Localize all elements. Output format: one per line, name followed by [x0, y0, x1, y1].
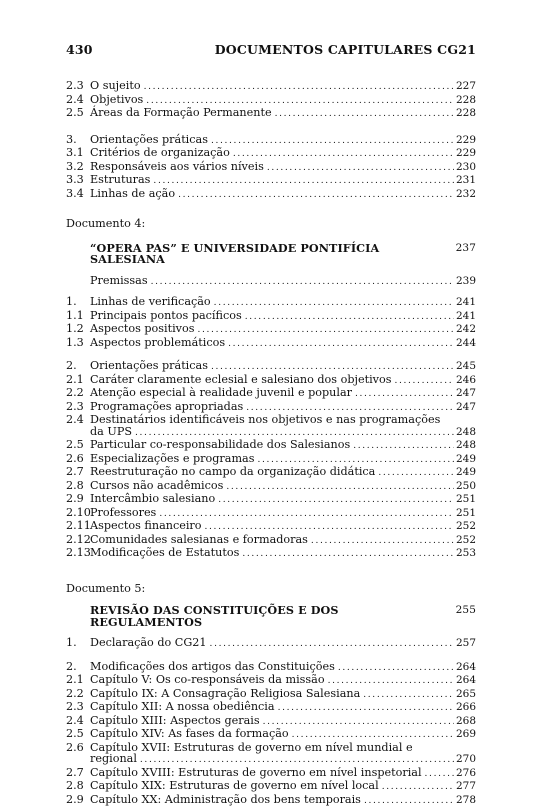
toc-entry-number: 2.13	[66, 547, 90, 559]
toc-entry-page: 241	[454, 311, 476, 323]
toc-entry-number: 2.6	[66, 453, 90, 465]
toc-entry	[66, 387, 476, 401]
toc-entry-number: 3.4	[66, 188, 90, 200]
leader-dots	[242, 547, 454, 561]
document-5-label: Documento 5:	[66, 583, 476, 595]
leader-dots	[210, 637, 454, 651]
toc-entry-page: 252	[454, 521, 476, 533]
toc-entry-number: 2.8	[66, 780, 90, 792]
toc-entry-text: Professores	[90, 507, 159, 519]
toc-entry	[66, 466, 476, 480]
toc-entry	[66, 337, 476, 351]
toc-entry-page: 249	[454, 454, 476, 466]
toc-entry	[66, 493, 476, 507]
toc-entry	[66, 453, 476, 467]
toc-entry-text: Capítulo XIII: Aspectos gerais	[90, 715, 263, 727]
toc-entry-text: Capítulo XVIII: Estruturas de governo em nível inspetorial	[90, 767, 425, 779]
toc-entry	[66, 534, 476, 548]
leader-dots	[328, 674, 454, 688]
toc-entry-number: 2.12	[66, 534, 90, 546]
toc-entry-page: 251	[454, 508, 476, 520]
toc-entry-text: Capítulo XIV: As fases da formação	[90, 728, 292, 740]
leader-dots	[263, 715, 454, 729]
toc-entry	[66, 296, 476, 310]
leader-dots	[178, 188, 454, 202]
toc-entry	[66, 80, 476, 94]
toc-entry-number: 2.2	[66, 688, 90, 700]
toc-entry	[66, 661, 476, 675]
leader-dots	[257, 453, 454, 467]
toc-entry-page: 270	[454, 754, 476, 766]
leader-dots	[205, 520, 455, 534]
leader-dots	[218, 493, 454, 507]
toc-entry-page: 268	[454, 716, 476, 728]
toc-entry-page: 232	[454, 189, 476, 201]
toc-entry-text: Modificações de Estatutos	[90, 547, 242, 559]
toc-entry-page: 244	[454, 338, 476, 350]
toc-entry-number: 1.	[66, 296, 90, 308]
toc-entry-number: 1.2	[66, 323, 90, 335]
toc-entry	[66, 480, 476, 494]
doc4-part-2a	[66, 360, 476, 414]
toc-entry-text: Áreas da Formação Permanente	[90, 107, 275, 119]
document-4-title	[66, 243, 476, 266]
toc-entry-page: 249	[454, 467, 476, 479]
toc-entry-text: Atenção especial à realidade juvenil e popular	[90, 387, 355, 399]
toc-entry-text: Capítulo XX: Administração dos bens temporais	[90, 794, 364, 806]
toc-entry-number: 2.7	[66, 466, 90, 478]
toc-entry-page: 228	[454, 108, 476, 120]
toc-entry	[66, 780, 476, 794]
toc-entry-number: 2.3	[66, 80, 90, 92]
toc-entry-number: 3.	[66, 134, 90, 146]
toc-entry	[66, 794, 476, 807]
leader-dots	[425, 767, 454, 781]
toc-entry-page: 278	[454, 795, 476, 807]
toc-entry-text: Capítulo XVII: Estruturas de governo em nível mundial e	[90, 742, 476, 754]
toc-entry-page: 247	[454, 388, 476, 400]
toc-entry	[66, 174, 476, 188]
toc-entry-text: Aspectos positivos	[90, 323, 197, 335]
toc-entry-number: 2.4	[66, 414, 90, 426]
toc-entry	[66, 439, 476, 453]
toc-entry-page: 264	[454, 662, 476, 674]
toc-entry-page: 269	[454, 729, 476, 741]
leader-dots	[153, 174, 454, 188]
leader-dots	[382, 780, 454, 794]
toc-entry-page: 230	[454, 162, 476, 174]
leader-dots	[378, 466, 454, 480]
leader-dots	[278, 701, 454, 715]
leader-dots	[245, 310, 454, 324]
toc-entry	[66, 728, 476, 742]
toc-entry	[66, 637, 476, 651]
leader-dots	[275, 107, 454, 121]
toc-entry-number: 2.11	[66, 520, 90, 532]
leader-dots	[338, 661, 454, 675]
toc-entry-number: 2.	[66, 360, 90, 372]
toc-entry	[66, 507, 476, 521]
toc-entry-number: 2.	[66, 661, 90, 673]
leader-dots	[246, 401, 454, 415]
toc-entry-text: Especializações e programas	[90, 453, 257, 465]
toc-entry-text: regional	[90, 753, 140, 765]
leader-dots	[135, 426, 454, 440]
leader-dots	[292, 728, 454, 742]
toc-entry-text: Reestruturação no campo da organização didática	[90, 466, 378, 478]
toc-entry-number: 3.3	[66, 174, 90, 186]
doc5-part-2a	[66, 661, 476, 742]
toc-entry-page: 247	[454, 402, 476, 414]
toc-entry	[66, 414, 476, 426]
toc-entry-page: 248	[454, 440, 476, 452]
toc-entry-number: 1.	[66, 637, 90, 649]
toc-entry-text: Programações apropriadas	[90, 401, 246, 413]
toc-entry-page: 253	[454, 548, 476, 560]
toc-entry-text: Orientações práticas	[90, 134, 211, 146]
document-5-title-page: 255	[454, 605, 476, 628]
toc-entry	[66, 161, 476, 175]
leader-dots	[159, 507, 454, 521]
toc-entry-number: 2.2	[66, 387, 90, 399]
toc-entry	[66, 520, 476, 534]
toc-entry-text: Cursos não acadêmicos	[90, 480, 226, 492]
toc-entry-number: 2.8	[66, 480, 90, 492]
toc-entry-page: 245	[454, 361, 476, 373]
toc-entry-page: 246	[454, 375, 476, 387]
leader-dots	[214, 296, 454, 310]
toc-entry-page: 229	[454, 148, 476, 160]
toc-entry-text: Declaração do CG21	[90, 637, 210, 649]
document-5-title	[66, 605, 476, 628]
toc-entry-text: Linhas de ação	[90, 188, 178, 200]
toc-entry-number: 2.9	[66, 794, 90, 806]
toc-entry-number: 2.7	[66, 767, 90, 779]
toc-entry-text: Objetivos	[90, 94, 146, 106]
toc-entry-text: Caráter claramente eclesial e salesiano dos objetivos	[90, 374, 394, 386]
leader-dots	[233, 147, 454, 161]
toc-entry-page: 227	[454, 81, 476, 93]
toc-entry-page: 264	[454, 675, 476, 687]
toc-entry-page: 276	[454, 768, 476, 780]
toc-entry-page: 251	[454, 494, 476, 506]
toc-entry-continuation	[66, 753, 476, 767]
leader-dots	[144, 80, 454, 94]
toc-entry-number: 2.1	[66, 374, 90, 386]
toc-entry-text: Capítulo V: Os co-responsáveis da missão	[90, 674, 328, 686]
leader-dots	[364, 794, 454, 807]
toc-entry	[66, 188, 476, 202]
toc-entry-page: 231	[454, 175, 476, 187]
toc-entry-number: 2.4	[66, 94, 90, 106]
toc-entry-text: Destinatários identificáveis nos objetivos e nas programações	[90, 414, 476, 426]
leader-dots	[197, 323, 454, 337]
toc-entry-page: 239	[454, 276, 476, 288]
leader-dots	[353, 439, 454, 453]
toc-entry-premissas	[66, 275, 476, 289]
toc-entry-page: 250	[454, 481, 476, 493]
toc-entry-page: 241	[454, 297, 476, 309]
leader-dots	[228, 337, 454, 351]
leader-dots	[211, 134, 454, 148]
toc-entry-text: Capítulo XII: A nossa obediência	[90, 701, 278, 713]
toc-entry-number: 2.6	[66, 742, 90, 754]
toc-entry-page: 248	[454, 427, 476, 439]
toc-entry	[66, 547, 476, 561]
toc-group-2	[66, 80, 476, 121]
toc-entry	[66, 323, 476, 337]
toc-entry-number: 2.3	[66, 701, 90, 713]
document-4-title-text: “OPERA PAS” E UNIVERSIDADE PONTIFÍCIA SALESIANA	[90, 243, 454, 266]
document-5-title-text: REVISÃO DAS CONSTITUIÇÕES E DOS REGULAMENTOS	[90, 605, 454, 628]
toc-entry-text: Aspectos problemáticos	[90, 337, 228, 349]
toc-entry-text: O sujeito	[90, 80, 144, 92]
toc-entry-number: 2.4	[66, 715, 90, 727]
toc-entry-text: Responsáveis aos vários níveis	[90, 161, 267, 173]
page-number: 430	[66, 42, 93, 57]
toc-entry	[66, 134, 476, 148]
toc-entry	[66, 374, 476, 388]
toc-entry-number: 2.5	[66, 439, 90, 451]
toc-entry	[66, 674, 476, 688]
toc-group-3	[66, 134, 476, 202]
toc-entry-number: 2.9	[66, 493, 90, 505]
document-4-title-page: 237	[454, 243, 476, 266]
toc-entry-page: 229	[454, 135, 476, 147]
toc-entry-page: 252	[454, 535, 476, 547]
toc-entry-number: 2.10	[66, 507, 90, 519]
toc-entry-text: Aspectos financeiro	[90, 520, 205, 532]
toc-entry-number: 2.5	[66, 107, 90, 119]
toc-entry-number: 2.5	[66, 728, 90, 740]
toc-entry-number: 2.3	[66, 401, 90, 413]
leader-dots	[311, 534, 454, 548]
leader-dots	[267, 161, 454, 175]
toc-entry-page: 228	[454, 95, 476, 107]
doc4-part-2b	[66, 439, 476, 561]
toc-entry-text: Capítulo IX: A Consagração Religiosa Salesiana	[90, 688, 363, 700]
toc-entry	[66, 310, 476, 324]
page-header	[66, 42, 476, 57]
toc-entry-number: 2.1	[66, 674, 90, 686]
leader-dots	[394, 374, 454, 388]
toc-entry-number: 1.1	[66, 310, 90, 322]
toc-entry-text: Estruturas	[90, 174, 153, 186]
toc-entry-text: Orientações práticas	[90, 360, 211, 372]
doc4-part-1	[66, 296, 476, 350]
leader-dots	[146, 94, 454, 108]
toc-entry	[66, 94, 476, 108]
toc-entry	[66, 701, 476, 715]
leader-dots	[211, 360, 454, 374]
toc-entry	[66, 715, 476, 729]
table-of-contents	[66, 80, 476, 807]
leader-dots	[355, 387, 454, 401]
document-4-label: Documento 4:	[66, 218, 476, 230]
toc-entry-text: Modificações dos artigos das Constituições	[90, 661, 338, 673]
toc-entry	[66, 401, 476, 415]
running-title: DOCUMENTOS CAPITULARES CG21	[215, 42, 476, 57]
toc-entry	[66, 688, 476, 702]
toc-entry	[66, 360, 476, 374]
toc-entry	[66, 767, 476, 781]
toc-entry-text: Premissas	[90, 275, 151, 287]
toc-entry-number: 3.1	[66, 147, 90, 159]
toc-entry-continuation	[66, 426, 476, 440]
doc5-part-1	[66, 637, 476, 651]
toc-entry-text: Critérios de organização	[90, 147, 233, 159]
doc5-part-2b	[66, 767, 476, 807]
toc-entry	[66, 147, 476, 161]
toc-entry-page: 242	[454, 324, 476, 336]
toc-entry-text: Capítulo XIX: Estruturas de governo em nível local	[90, 780, 382, 792]
toc-entry-text: Comunidades salesianas e formadoras	[90, 534, 311, 546]
toc-entry-page: 277	[454, 781, 476, 793]
leader-dots	[140, 753, 454, 767]
toc-entry-text: da UPS	[90, 426, 135, 438]
leader-dots	[226, 480, 454, 494]
toc-entry	[66, 107, 476, 121]
toc-entry-text: Principais pontos pacíficos	[90, 310, 245, 322]
toc-entry-number: 3.2	[66, 161, 90, 173]
leader-dots	[151, 275, 454, 289]
leader-dots	[363, 688, 454, 702]
toc-entry-page: 265	[454, 689, 476, 701]
toc-entry-page: 257	[454, 638, 476, 650]
toc-entry-text: Intercâmbio salesiano	[90, 493, 218, 505]
toc-entry-text: Linhas de verificação	[90, 296, 214, 308]
toc-entry-page: 266	[454, 702, 476, 714]
toc-entry-number: 1.3	[66, 337, 90, 349]
toc-entry-text: Particular co-responsabilidade dos Salesianos	[90, 439, 353, 451]
